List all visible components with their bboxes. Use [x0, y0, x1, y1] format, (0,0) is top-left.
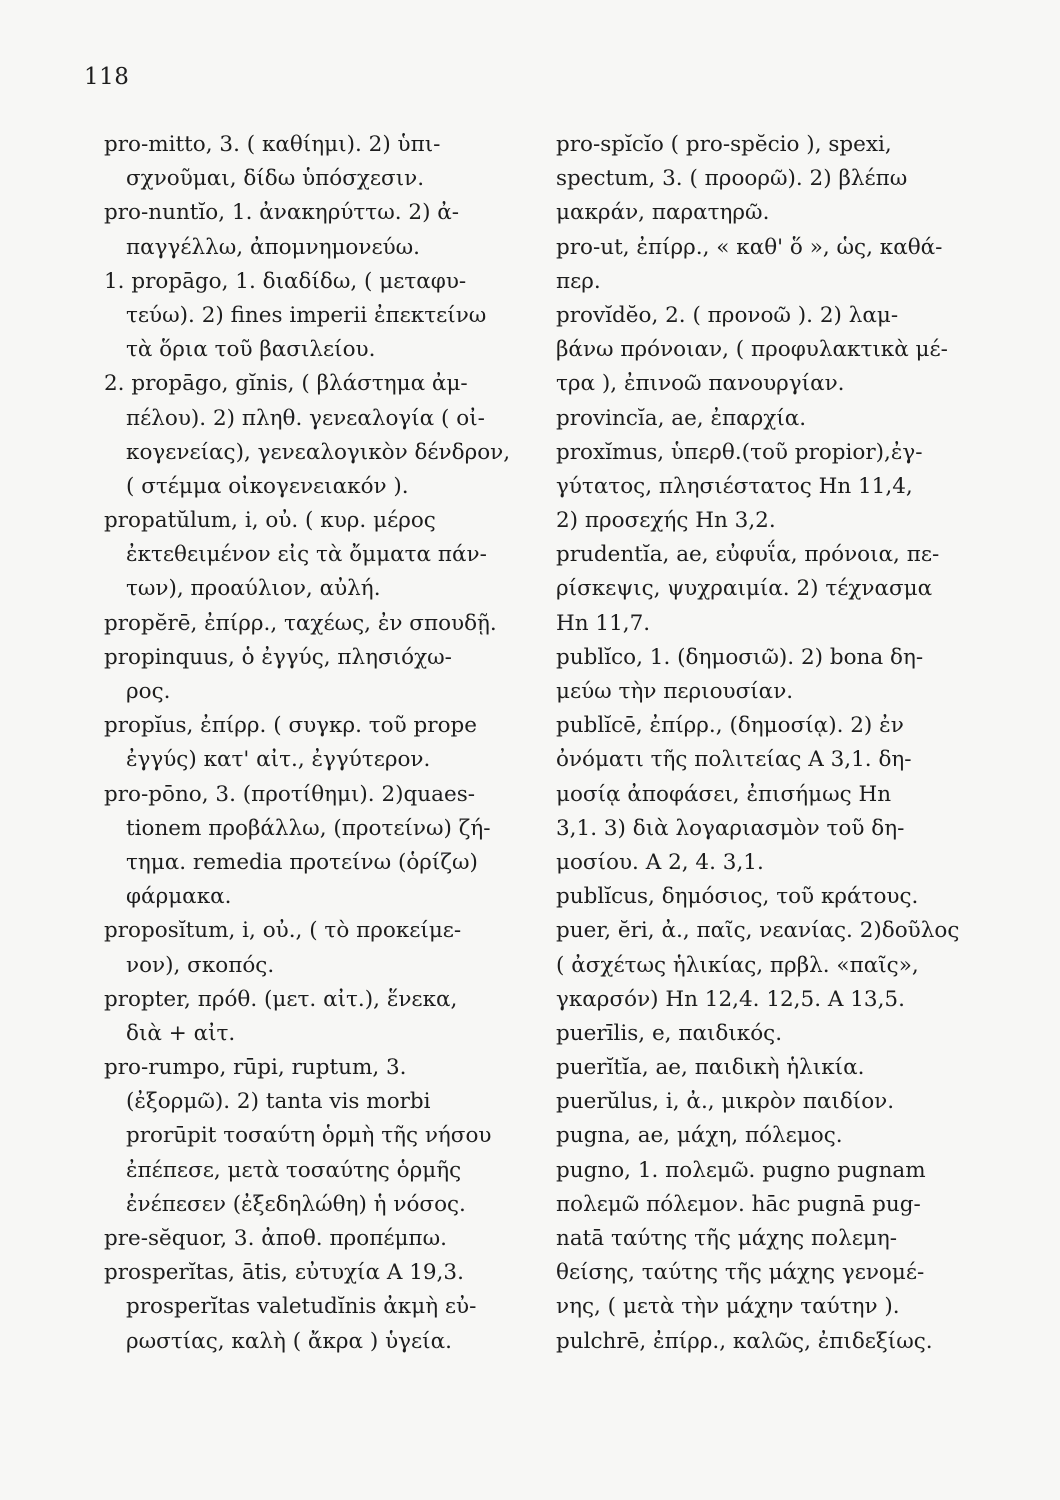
- entry-line: proxĭmus, ὑπερθ.(τοῦ propior),ἐγ-: [556, 439, 923, 465]
- left-column: [104, 128, 524, 1359]
- right-column: [556, 128, 976, 1359]
- entry-line: provincĭa, ae, ἐπαρχία.: [556, 405, 807, 431]
- entry-line: publĭcus, δημόσιος, τοῦ κράτους.: [556, 884, 919, 910]
- entry-line: των), προαύλιον, αὐλή.: [126, 576, 381, 602]
- entry-line: pro-rumpo, rūpi, ruptum, 3.: [104, 1055, 407, 1081]
- entry-line: τεύω). 2) fines imperii ἐπεκτείνω: [126, 302, 487, 328]
- entry-line: propinquus, ὁ ἐγγύς, πλησιόχω-: [104, 644, 452, 670]
- entry-line: propter, πρόθ. (μετ. αἰτ.), ἕνεκα,: [104, 986, 458, 1012]
- entry-line: natā ταύτης τῆς μάχης πολεμη-: [556, 1226, 897, 1251]
- entry-line: prorūpit τοσαύτη ὁρμὴ τῆς νήσου: [126, 1123, 492, 1149]
- entry-line: κογενείας), γενεαλογικὸν δένδρον,: [126, 439, 511, 465]
- entry-line: pugno, 1. πολεμῶ. pugno pugnam: [556, 1157, 926, 1183]
- entry-line: ἐγγύς) κατ' αἰτ., ἐγγύτερον.: [126, 747, 431, 773]
- entry-line: μοσίου. A 2, 4. 3,1.: [556, 849, 764, 875]
- entry-line: τὰ ὅρια τοῦ βασιλείου.: [126, 337, 376, 363]
- entry-line: νον), σκοπός.: [126, 952, 275, 978]
- entry-line: publĭco, 1. (δημοσιῶ). 2) bona δη-: [556, 644, 924, 670]
- entry-line: γύτατος, πλησιέστατος Hn 11,4,: [556, 473, 913, 499]
- entry-line: ρίσκεψις, ψυχραιμία. 2) τέχνασμα: [556, 576, 933, 602]
- entry-line: παγγέλλω, ἀπομνημονεύω.: [126, 234, 421, 260]
- entry-line: γκαρσόν) Hn 12,4. 12,5. A 13,5.: [556, 986, 905, 1012]
- entry-line: puerīlis, e, παιδικός.: [556, 1020, 783, 1046]
- entry-line: ἐπέπεσε, μετὰ τοσαύτης ὁρμῆς: [126, 1157, 462, 1183]
- entry-line: publĭcē, ἐπίρρ., (δημοσίᾳ). 2) ἐν: [556, 713, 904, 739]
- entry-line: ὀνόματι τῆς πολιτείας A 3,1. δη-: [556, 747, 912, 773]
- entry-line: ( στέμμα οἰκογενειακόν ).: [126, 473, 409, 499]
- entry-line: spectum, 3. ( προορῶ). 2) βλέπω: [556, 166, 908, 192]
- entry-line: σχνοῦμαι, δίδω ὑπόσχεσιν.: [126, 166, 425, 192]
- entry-line: 2) προσεχής Hn 3,2.: [556, 508, 776, 534]
- entry-line: τρα ), ἐπινοῶ πανουργίαν.: [556, 371, 845, 397]
- entry-line: pro-pōno, 3. (προτίθημι). 2)quaes-: [104, 781, 475, 807]
- entry-line: propĕrē, ἐπίρρ., ταχέως, ἐν σπουδῇ.: [104, 610, 497, 636]
- entry-line: pro-nuntĭo, 1. ἀνακηρύττω. 2) ἀ-: [104, 200, 460, 226]
- entry-line: μοσίᾳ ἀποφάσει, ἐπισήμως Hn: [556, 781, 892, 807]
- entry-line: pro-ut, ἐπίρρ., « καθ' ὅ », ὡς, καθά-: [556, 234, 943, 260]
- entry-line: πέλου). 2) πληθ. γενεαλογία ( οἰ-: [126, 405, 485, 431]
- entry-line: ἐκτεθειμένον εἰς τὰ ὄμματα πάν-: [126, 542, 487, 568]
- entry-line: Hn 11,7.: [556, 610, 651, 636]
- entry-line: pre-sĕquor, 3. ἀποθ. προπέμπω.: [104, 1226, 447, 1251]
- entry-line: pugna, ae, μάχη, πόλεμος.: [556, 1123, 843, 1149]
- entry-line: ρωστίας, καλὴ ( ἄκρα ) ὑγεία.: [126, 1328, 452, 1354]
- entry-line: (ἐξορμῶ). 2) tanta vis morbi: [126, 1089, 431, 1115]
- entry-line: φάρμακα.: [126, 884, 232, 910]
- entry-line: prosperĭtas valetudĭnis ἀκμὴ εὐ-: [126, 1294, 477, 1320]
- entry-line: pro-mitto, 3. ( καθίημι). 2) ὑπι-: [104, 132, 441, 157]
- entry-line: πολεμῶ πόλεμον. hāc pugnā pug-: [556, 1191, 921, 1217]
- entry-line: μεύω τὴν περιουσίαν.: [556, 679, 794, 704]
- entry-line: proposĭtum, i, οὐ., ( τὸ προκείμε-: [104, 918, 462, 944]
- entry-line: μακράν, παρατηρῶ.: [556, 200, 770, 226]
- entry-line: provĭdĕo, 2. ( προνοῶ ). 2) λαμ-: [556, 302, 899, 328]
- entry-line: puerĭtĭa, ae, παιδικὴ ἡλικία.: [556, 1055, 865, 1081]
- entry-line: puer, ĕri, ἀ., παῖς, νεανίας. 2)δοῦλος: [556, 918, 960, 944]
- entry-line: 1. propāgo, 1. διαδίδω, ( μεταφυ-: [104, 268, 467, 294]
- entry-line: περ.: [556, 268, 601, 294]
- entry-line: prosperĭtas, ātis, εὐτυχία A 19,3.: [104, 1260, 464, 1286]
- entry-line: puerŭlus, i, ἀ., μικρὸν παιδίον.: [556, 1089, 895, 1115]
- entry-line: tionem προβάλλω, (προτείνω) ζή-: [126, 815, 491, 841]
- entry-line: νης, ( μετὰ τὴν μάχην ταύτην ).: [556, 1294, 900, 1320]
- entry-line: prudentĭa, ae, εὐφυΐα, πρόνοια, πε-: [556, 542, 940, 568]
- entry-line: ἐνέπεσεν (ἐξεδηλώθη) ἡ νόσος.: [126, 1191, 466, 1217]
- entry-line: ( ἀσχέτως ἡλικίας, πρβλ. «παῖς»,: [556, 952, 919, 978]
- entry-line: propatŭlum, i, οὐ. ( κυρ. μέρος: [104, 508, 436, 534]
- entry-line: propĭus, ἐπίρρ. ( συγκρ. τοῦ prope: [104, 713, 477, 739]
- entry-line: βάνω πρόνοιαν, ( προφυλακτικὰ μέ-: [556, 337, 948, 363]
- entry-line: pulchrē, ἐπίρρ., καλῶς, ἐπιδεξίως.: [556, 1328, 933, 1354]
- entry-line: ρος.: [126, 679, 171, 704]
- entry-line: διὰ + αἰτ.: [126, 1020, 236, 1046]
- entry-line: 3,1. 3) διὰ λογαριασμὸν τοῦ δη-: [556, 815, 905, 841]
- entry-line: τημα. remedia προτείνω (ὁρίζω): [126, 849, 478, 875]
- entry-line: pro-spĭcĭo ( pro-spĕcio ), spexi,: [556, 132, 892, 157]
- entry-line: 2. propāgo, gĭnis, ( βλάστημα ἀμ-: [104, 371, 468, 397]
- page-number: 118: [84, 64, 130, 90]
- entry-line: θείσης, ταύτης τῆς μάχης γενομέ-: [556, 1260, 925, 1286]
